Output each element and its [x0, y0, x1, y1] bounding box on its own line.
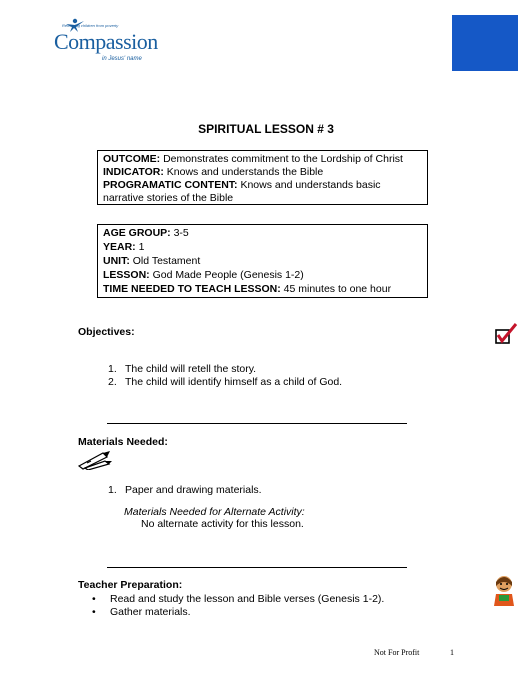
outcome-line [103, 153, 403, 165]
content-value: Knows and understands basic [240, 179, 381, 191]
lesson-label: LESSON: [103, 269, 150, 281]
bullet-icon: • [92, 606, 96, 618]
compassion-logo [54, 18, 164, 66]
material-item: 1. Paper and drawing materials. [108, 484, 262, 496]
objectives-heading: Objectives: [78, 326, 135, 338]
content-line-2: narrative stories of the Bible [103, 192, 234, 204]
unit-label: UNIT: [103, 255, 130, 267]
unit-line [103, 255, 200, 267]
checkmark-box-icon [494, 322, 518, 346]
prep-item: • Read and study the lesson and Bible verses (Genesis 1-2). [92, 593, 385, 605]
indicator-value: Knows and understands the Bible [166, 166, 324, 178]
lesson-value: God Made People (Genesis 1-2) [152, 269, 304, 281]
age-value: 3-5 [173, 227, 189, 239]
teacher-prep-heading: Teacher Preparation: [78, 579, 183, 591]
unit-value: Old Testament [132, 255, 201, 267]
time-label: TIME NEEDED TO TEACH LESSON: [103, 283, 281, 295]
objective-item: 2. The child will identify himself as a child of God. [108, 376, 343, 388]
page-number: 1 [450, 648, 454, 657]
lesson-info-box [97, 224, 428, 298]
time-value: 45 minutes to one hour [283, 283, 392, 295]
section-divider [107, 423, 407, 424]
indicator-line [103, 166, 323, 178]
alternate-activity-label: Materials Needed for Alternate Activity: [124, 506, 305, 518]
year-value: 1 [138, 241, 145, 253]
content-label: PROGRAMATIC CONTENT: [103, 179, 238, 191]
bullet-icon: • [92, 593, 96, 605]
materials-heading: Materials Needed: [78, 436, 168, 448]
lesson-line [103, 269, 304, 281]
time-line [103, 283, 391, 295]
outcome-box [97, 150, 428, 205]
alternate-activity-text: No alternate activity for this lesson. [141, 518, 304, 530]
age-line [103, 227, 189, 239]
blue-decorative-block [452, 15, 518, 71]
year-line [103, 241, 144, 253]
page-title: SPIRITUAL LESSON # 3 [198, 122, 334, 136]
child-icon [490, 574, 518, 606]
year-label: YEAR: [103, 241, 136, 253]
footer-note: Not For Profit [374, 648, 420, 657]
age-label: AGE GROUP: [103, 227, 171, 239]
logo-subline: in Jesus' name [102, 56, 142, 62]
prep-item: • Gather materials. [92, 606, 191, 618]
content-line [103, 179, 381, 191]
outcome-label: OUTCOME: [103, 153, 161, 165]
section-divider [107, 567, 407, 568]
logo-tagline: Releasing children from poverty [62, 23, 119, 28]
outcome-value: Demonstrates commitment to the Lordship of Christ [163, 153, 403, 165]
objective-item: 1. The child will retell the story. [108, 363, 257, 375]
crayon-icon [77, 450, 113, 470]
indicator-label: INDICATOR: [103, 166, 164, 178]
logo-wordmark: Compassion [54, 29, 158, 54]
